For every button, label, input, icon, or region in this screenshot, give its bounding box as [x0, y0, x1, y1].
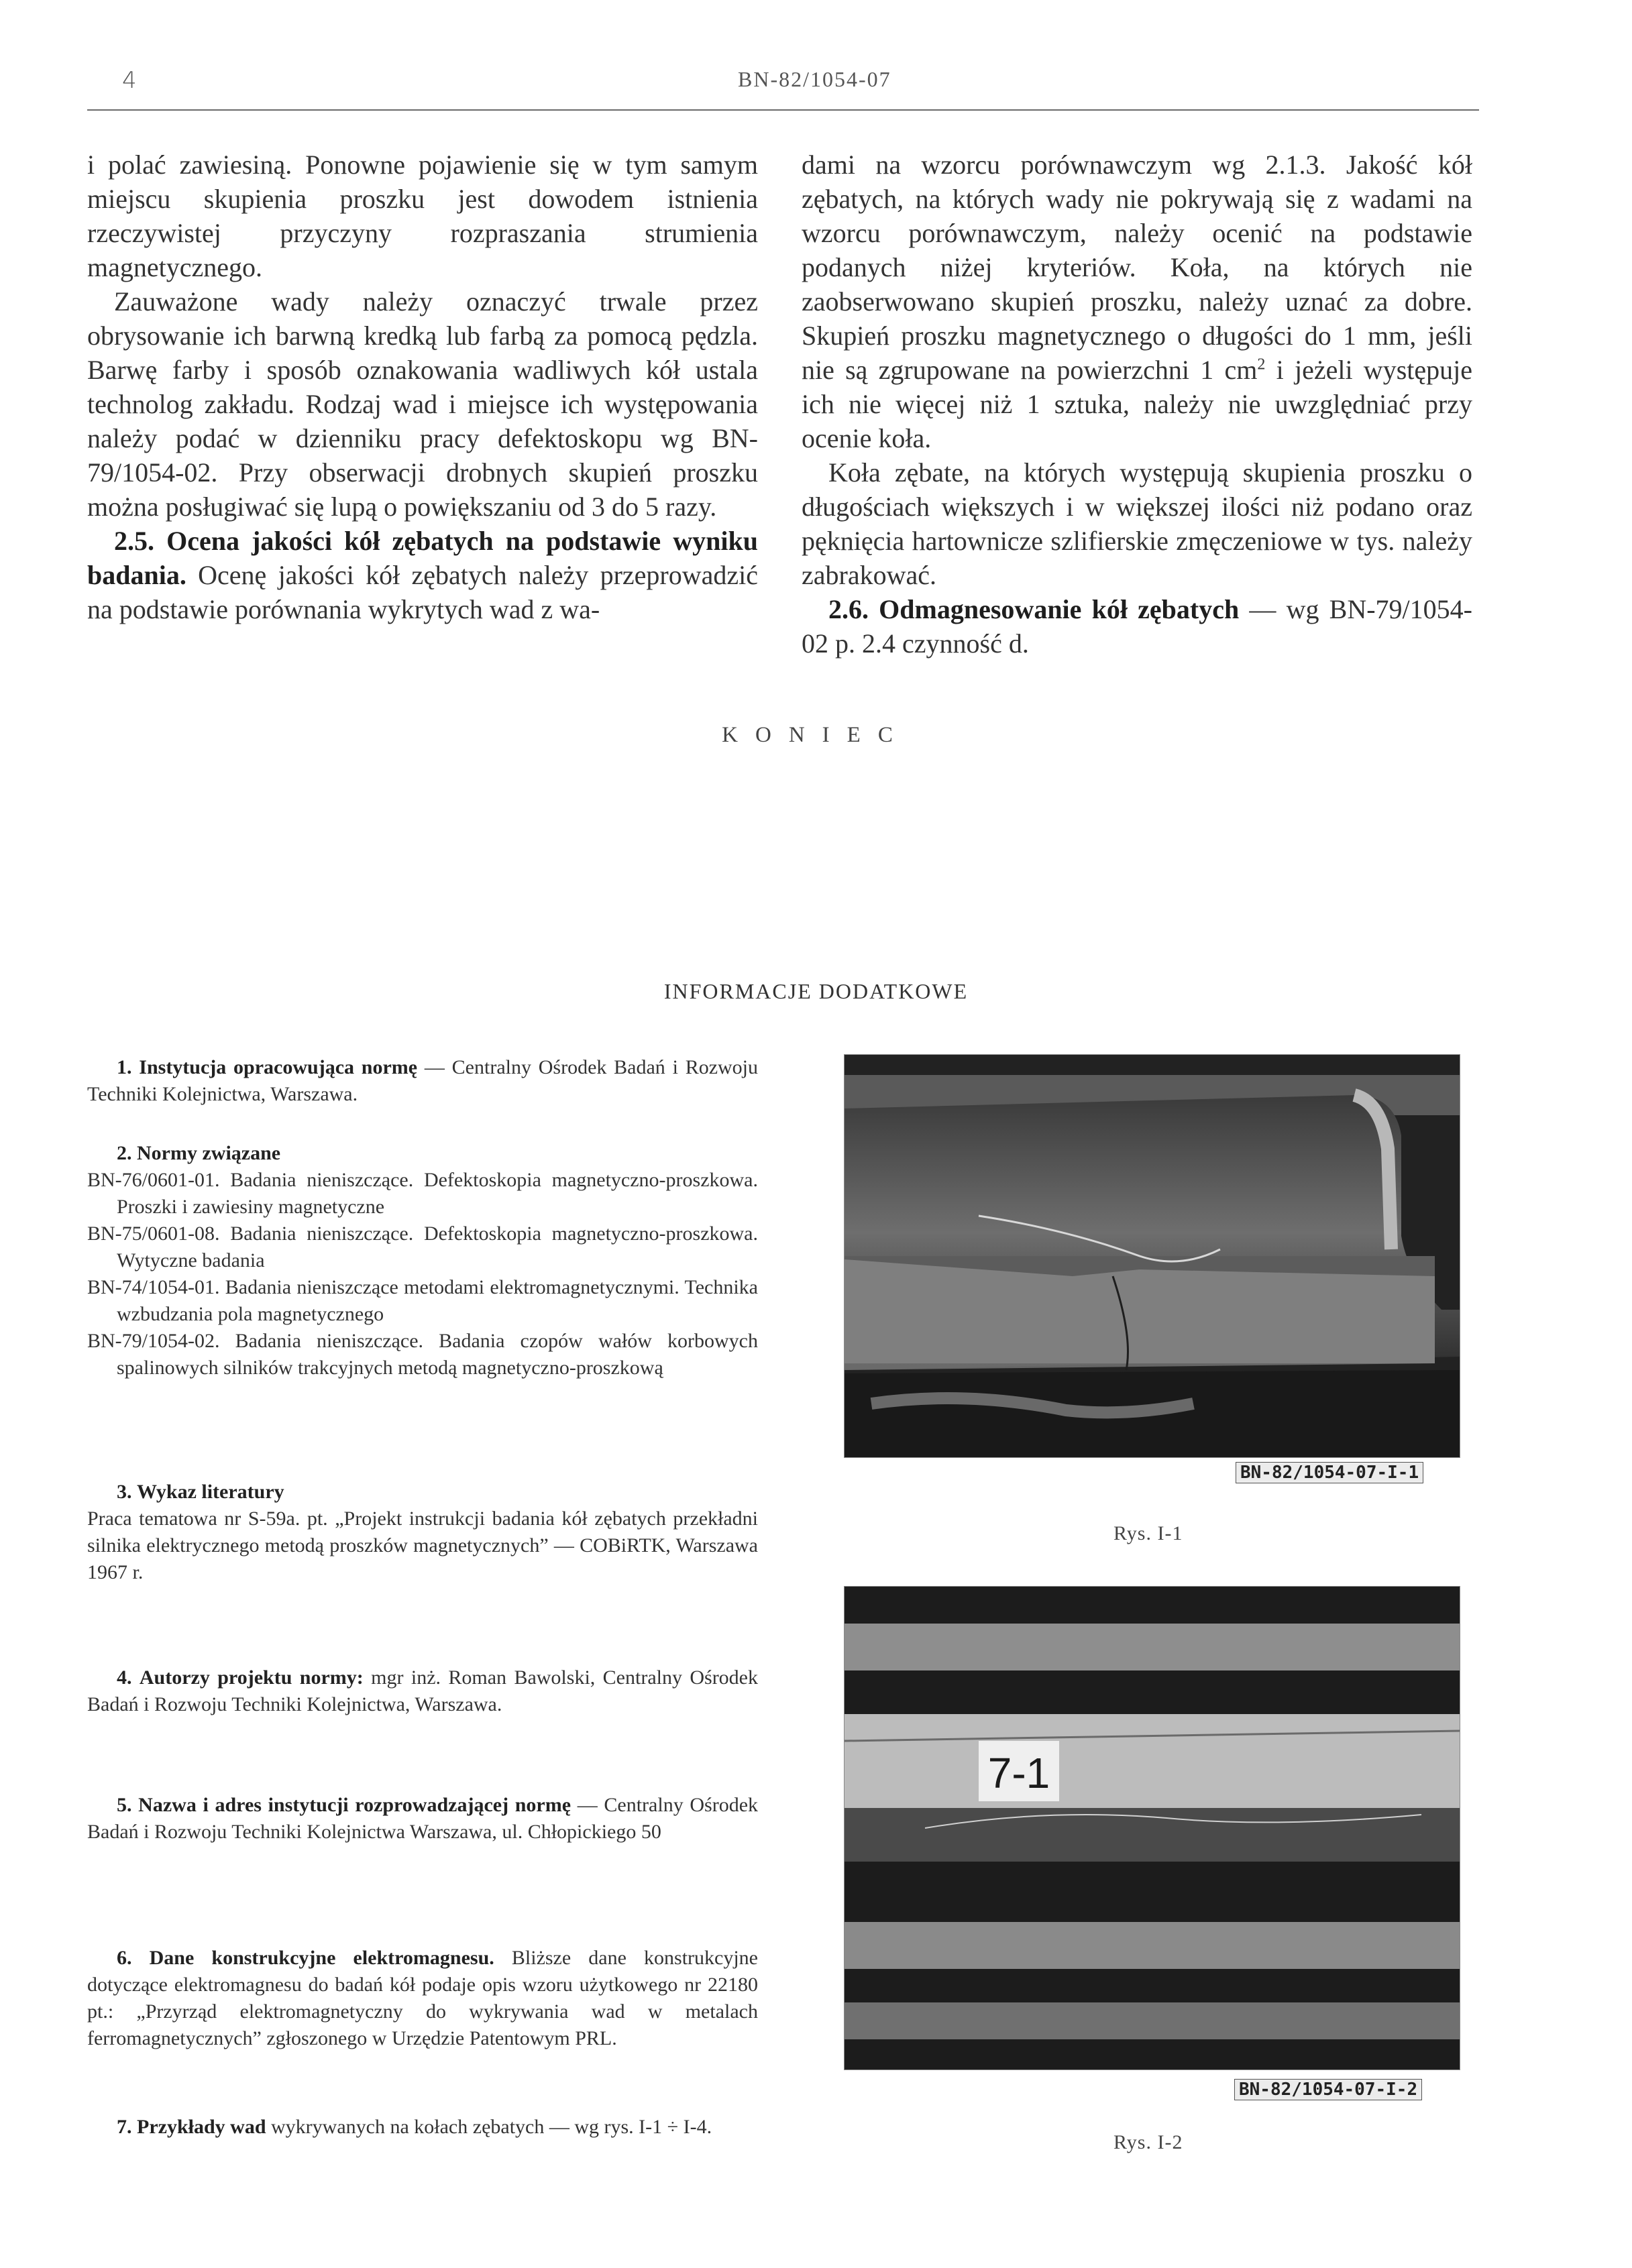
info-item-5	[87, 1792, 758, 1846]
item-heading: Normy związane	[137, 1142, 281, 1164]
item-number: 1.	[117, 1056, 132, 1078]
figure-i-1-code: BN-82/1054-07-I-1	[1236, 1462, 1423, 1483]
paragraph-text: dami na wzorcu porównawczym wg 2.1.3. Jakość kół zębatych, na których wady nie pokrywają się z wadami na wzorcu porównawczym, należy ocenić na podstawie podanych niżej kryteriów. Koła, na których nie zaobserwowano skupień proszku, należy uznać za dobre. Skupień proszku magnetycznego o długości do 1 mm, jeśli nie są zgrupowane na powierzchni 1 cm	[802, 150, 1472, 385]
section-text: — wg BN-79/1054-02 p. 2.4 czynność d.	[802, 594, 1472, 659]
document-code: BN-82/1054-07	[738, 67, 891, 91]
figure-i-2-caption: Rys. I-2	[1113, 2131, 1183, 2153]
body-column-left	[87, 148, 758, 626]
item-text: Praca tematowa nr S-59a. pt. „Projekt instrukcji badania kół zębatych przekładni silnika elektrycznego metodą proszków magnetycznych” — COBiRTK, Warszawa 1967 r.	[87, 1508, 758, 1583]
section-2-6	[802, 592, 1472, 661]
section-2-5	[87, 524, 758, 626]
superscript: 2	[1257, 355, 1266, 374]
item-text: Bliższe dane konstrukcyjne dotyczące elektromagnesu do badań kół podaje opis wzoru użytkowego nr 22180 pt.: „Przyrząd elektromagnetyczny do wykrywania wad w metalach ferromagnetycznych” zgłoszonego w Urzędzie Patentowym PRL.	[87, 1947, 758, 2049]
figure-i-1-photo	[844, 1054, 1460, 1458]
item-number: 6.	[117, 1947, 132, 1969]
item-heading: Autorzy projektu normy:	[139, 1666, 364, 1689]
figure-i-2-marking: 7-1	[987, 1749, 1050, 1797]
item-text: wykrywanych na kołach zębatych — wg rys. I-1 ÷ I-4.	[266, 2116, 712, 2138]
figure-i-2-photo	[844, 1586, 1460, 2070]
item-heading: Wykaz literatury	[137, 1481, 284, 1503]
item-heading: Instytucja opracowująca normę	[139, 1056, 418, 1078]
item-number: 3.	[117, 1481, 132, 1503]
item-heading: Dane konstrukcyjne elektromagnesu.	[149, 1947, 494, 1969]
body-column-right	[802, 148, 1472, 661]
item-number: 2.	[117, 1142, 132, 1164]
info-section-title: INFORMACJE DODATKOWE	[663, 979, 969, 1003]
paragraph: Koła zębate, na których występują skupienia proszku o długościach większych i w większej ilości niż podano oraz pęknięcia hartownicze szlifierskie zmęczeniowe w tys. należy zabrakować.	[802, 457, 1472, 590]
info-item-7	[87, 2114, 758, 2141]
paragraph	[802, 148, 1472, 455]
gear-tooth-crack-image	[845, 1055, 1460, 1457]
figure-i-1-caption: Rys. I-1	[1113, 1522, 1183, 1544]
section-heading: 2.5. Ocena jakości kół zębatych na podstawie wyniku badania.	[87, 526, 758, 590]
end-marker: KONIEC	[722, 723, 910, 747]
figure-i-2-code: BN-82/1054-07-I-2	[1234, 2079, 1422, 2100]
item-number: 7.	[117, 2116, 132, 2138]
item-text: — Centralny Ośrodek Badań i Rozwoju Techniki Kolejnictwa, Warszawa.	[87, 1056, 759, 1105]
item-number: 4.	[117, 1666, 132, 1689]
related-norm: BN-76/0601-01. Badania nieniszczące. Defektoskopia magnetyczno-proszkowa. Proszki i zawiesiny magnetyczne	[87, 1169, 758, 1218]
paragraph-text: i jeżeli występuje ich nie więcej niż 1 sztuka, należy nie uwzględniać przy ocenie koła.	[802, 355, 1472, 453]
page-number: 4	[122, 67, 137, 94]
info-item-1	[87, 1054, 758, 1108]
info-item-6	[87, 1945, 758, 2052]
info-item-4	[87, 1664, 758, 1718]
section-text: Ocenę jakości kół zębatych należy przeprowadzić na podstawie porównania wykrytych wad z wa-	[87, 560, 758, 624]
item-text: mgr inż. Roman Bawolski, Centralny Ośrodek Badań i Rozwoju Techniki Kolejnictwa, Warszawa.	[87, 1666, 759, 1715]
info-item-2	[87, 1140, 758, 1381]
item-text: — Centralny Ośrodek Badań i Rozwoju Techniki Kolejnictwa Warszawa, ul. Chłopickiego 50	[87, 1794, 759, 1843]
paragraph: Zauważone wady należy oznaczyć trwale przez obrysowanie ich barwną kredką lub farbą za pomocą pędzla. Barwę farby i sposób oznakowania wadliwych kół ustala technolog zakładu. Rodzaj wad i miejsce ich występowania należy podać w dzienniku pracy defektoskopu wg BN-79/1054-02. Przy obserwacji drobnych skupień proszku można posługiwać się lupą o powiększaniu od 3 do 5 razy.	[87, 286, 758, 522]
item-number: 5.	[117, 1794, 132, 1816]
item-heading: Nazwa i adres instytucji rozprowadzającej normę	[138, 1794, 572, 1816]
paragraph: i polać zawiesiną. Ponowne pojawienie się w tym samym miejscu skupienia proszku jest dowodem istnienia rzeczywistej przyczyny rozpraszania strumienia magnetycznego.	[87, 150, 758, 282]
header-rule	[87, 109, 1479, 111]
related-norm: BN-74/1054-01. Badania nieniszczące metodami elektromagnetycznymi. Technika wzbudzania pola magnetycznego	[87, 1276, 758, 1325]
related-norm: BN-79/1054-02. Badania nieniszczące. Badania czopów wałów korbowych spalinowych silników trakcyjnych metodą magnetyczno-proszkową	[87, 1330, 758, 1379]
related-norm: BN-75/0601-08. Badania nieniszczące. Defektoskopia magnetyczno-proszkowa. Wytyczne badania	[87, 1223, 758, 1271]
gear-teeth-photo-image	[845, 1587, 1460, 2069]
section-heading: 2.6. Odmagnesowanie kół zębatych	[828, 594, 1240, 624]
info-item-3	[87, 1479, 758, 1586]
item-heading: Przykłady wad	[137, 2116, 266, 2138]
